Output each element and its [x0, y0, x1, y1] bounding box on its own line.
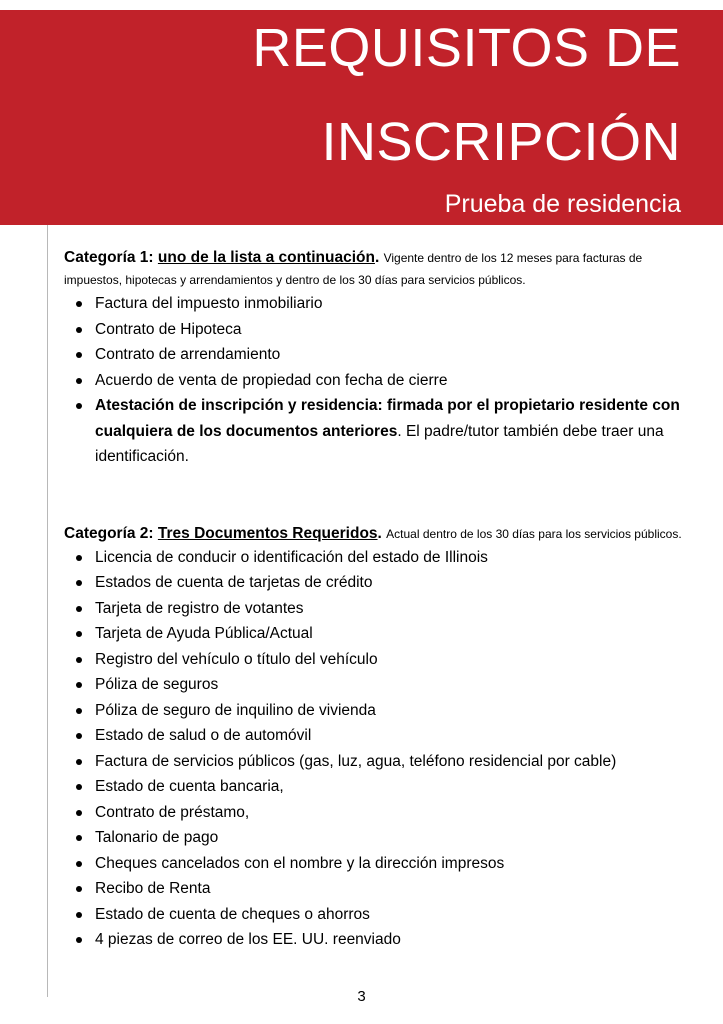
bullet-icon [76, 810, 82, 816]
list-item-text: Registro del vehículo o título del vehículo [95, 650, 378, 668]
list-item [64, 647, 694, 673]
list-item [64, 800, 694, 826]
list-item [64, 723, 694, 749]
list-item [64, 570, 694, 596]
category-2-label: Categoría 2: [64, 524, 154, 542]
category-1-note: Vigente dentro de los 12 meses para facturas de impuestos, hipotecas y arrendamientos y dentro de los 30 días para servicios públicos. [64, 251, 643, 287]
page-title-line2: INSCRIPCIÓN [321, 112, 681, 172]
bullet-icon [76, 912, 82, 918]
header-banner [0, 10, 723, 225]
bullet-icon [76, 784, 82, 790]
attestation-bold-text: Atestación de inscripción y residencia: firmada por el propietario residente con cualquiera de los documentos anteriores [95, 397, 680, 440]
list-item [64, 672, 694, 698]
bullet-icon [76, 631, 82, 637]
bullet-icon [76, 378, 82, 384]
list-item-text: Estado de salud o de automóvil [95, 727, 312, 744]
list-item [64, 291, 694, 317]
list-item [64, 368, 694, 394]
list-item-text: Póliza de seguro de inquilino de vivienda [95, 701, 376, 719]
category-1-emphasis: uno de la lista a continuación [157, 249, 375, 266]
list-item-text: Acuerdo de venta de propiedad con fecha de cierre [95, 371, 448, 389]
list-item [64, 825, 694, 851]
list-item [64, 393, 694, 470]
category-2-heading [64, 523, 694, 545]
bullet-icon [76, 835, 82, 841]
bullet-icon [76, 937, 82, 943]
category-2-period: . [377, 524, 382, 542]
list-item-text: Contrato de arrendamiento [95, 346, 281, 363]
list-item [64, 698, 694, 724]
page-number: 3 [357, 988, 366, 1005]
list-item [64, 317, 694, 343]
list-item [64, 902, 694, 928]
list-item [64, 621, 694, 647]
list-item-text: Licencia de conducir o identificación del estado de Illinois [95, 548, 488, 566]
list-item-text: Cheques cancelados con el nombre y la dirección impresos [95, 854, 505, 872]
category-2-note: Actual dentro de los 30 días para los servicios públicos. [386, 526, 682, 541]
bullet-icon [76, 301, 82, 307]
bullet-icon [76, 861, 82, 867]
list-item-text: Contrato de Hipoteca [95, 320, 242, 338]
bullet-icon [76, 555, 82, 561]
list-item-text: Recibo de Renta [95, 880, 211, 897]
category-1-label: Categoría 1: [64, 249, 154, 266]
category-2-list [64, 545, 694, 953]
attestation-rest-text: . El padre/tutor también debe traer una identificación. [95, 422, 664, 465]
category-2-section [64, 523, 694, 953]
list-item-text: Tarjeta de registro de votantes [95, 599, 304, 617]
category-1-heading [64, 247, 694, 291]
list-item [64, 876, 694, 902]
list-item-text: Estado de cuenta de cheques o ahorros [95, 905, 370, 923]
bullet-icon [76, 606, 82, 612]
bullet-icon [76, 327, 82, 333]
bullet-icon [76, 352, 82, 358]
list-item-text: Tarjeta de Ayuda Pública/Actual [95, 625, 313, 642]
list-item [64, 545, 694, 571]
list-item [64, 927, 694, 953]
list-item-text: 4 piezas de correo de los EE. UU. reenviado [95, 931, 401, 948]
category-1-period: . [374, 249, 380, 266]
bullet-icon [76, 733, 82, 739]
list-item-text: Factura del impuesto inmobiliario [95, 295, 323, 312]
category-1-list [64, 291, 694, 470]
left-margin-rule [47, 225, 48, 997]
list-item-text: Estado de cuenta bancaria, [95, 778, 284, 795]
list-item [64, 596, 694, 622]
list-item [64, 342, 694, 368]
list-item-text: Factura de servicios públicos (gas, luz, agua, teléfono residencial por cable) [95, 752, 617, 770]
page-subtitle: Prueba de residencia [444, 190, 681, 218]
list-item-text: Talonario de pago [95, 829, 219, 846]
bullet-icon [76, 886, 82, 892]
list-item-text: Póliza de seguros [95, 676, 219, 693]
list-item [64, 851, 694, 877]
list-item [64, 749, 694, 775]
list-item [64, 774, 694, 800]
list-item-text: Estados de cuenta de tarjetas de crédito [95, 574, 373, 591]
bullet-icon [76, 403, 82, 409]
category-1-section [64, 247, 694, 470]
bullet-icon [76, 708, 82, 714]
bullet-icon [76, 580, 82, 586]
bullet-icon [76, 682, 82, 688]
document-body [64, 247, 694, 953]
page-title [0, 10, 681, 170]
list-item-text: Contrato de préstamo, [95, 803, 250, 821]
bullet-icon [76, 657, 82, 663]
bullet-icon [76, 759, 82, 765]
page-title-line1: REQUISITOS DE [252, 18, 681, 78]
category-2-emphasis: Tres Documentos Requeridos [157, 524, 378, 542]
